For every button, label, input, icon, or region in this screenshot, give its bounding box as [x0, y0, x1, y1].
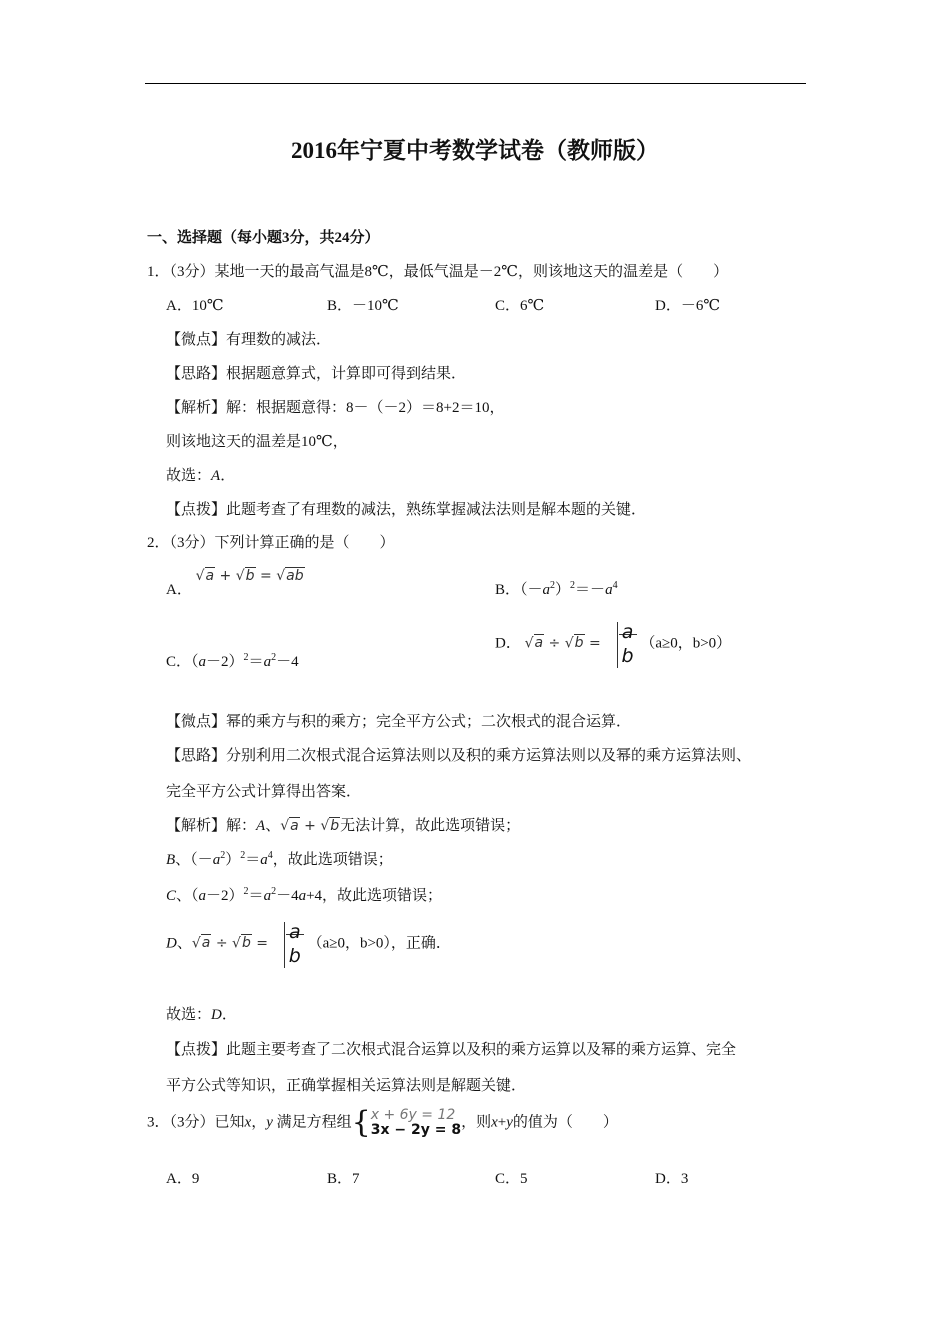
- q2-dianbo: 【点拨】此题主要考查了二次根式混合运算以及积的乘方运算以及幂的乘方运算、完全: [166, 1042, 737, 1058]
- q1-option-d: D．－6℃: [655, 298, 721, 314]
- q1-jiexi-line2: 则该地这天的温差是10℃，: [166, 434, 348, 450]
- q1-answer: 故选：A．: [166, 468, 236, 484]
- q2-jiexi-c: C、$(a-2)^2=a^2-4a+4$，故此选项错误；: [166, 886, 443, 904]
- q1-silu: 【思路】根据题意算式，计算即可得到结果．: [166, 366, 467, 382]
- q2-weidian: 【微点】幂的乘方与积的乘方；完全平方公式；二次根式的混合运算．: [166, 714, 632, 730]
- q2-silu: 【思路】分别利用二次根式混合运算法则以及积的乘方运算法则以及幂的乘方运算法则、: [166, 748, 752, 764]
- question-2-stem: 2．（3分）下列计算正确的是（ ）: [147, 535, 395, 551]
- page-title: 2016年宁夏中考数学试卷（教师版）: [291, 138, 659, 163]
- q2-jiexi-d: D、√a ÷ √b = a b （a≥0，b>0），正确．: [166, 921, 451, 967]
- equation-system: x + 6y = 12 3x − 2y = 8: [370, 1107, 462, 1138]
- section-heading: 一、选择题（每小题3分，共24分）: [147, 230, 380, 246]
- q2-option-b: B．$(-a^2)^2=-a^4$: [495, 580, 618, 598]
- q1-jiexi: 【解析】解：根据题意得：8－（－2）＝8+2＝10，: [166, 400, 505, 416]
- q1-option-b: B．－10℃: [327, 298, 399, 314]
- sqrt-fraction-a-b: a b: [605, 620, 637, 668]
- q2-jiexi-b: B、$(-a^2)^2=a^4$，故此选项错误；: [166, 850, 393, 868]
- q1-option-c: C．6℃: [495, 298, 545, 314]
- q2-option-a: A． √a + √b = √ab: [166, 568, 304, 598]
- q3-option-c: C．5: [495, 1171, 528, 1187]
- q2-silu-line2: 完全平方公式计算得出答案．: [166, 784, 362, 800]
- question-3-stem: 3．（3分）已知x，y 满足方程组{x + 6y = 12 3x − 2y = 8，则x+y的值为（ ）: [147, 1105, 618, 1140]
- q2-option-d-formula: √a ÷ √b =: [524, 635, 601, 652]
- q1-option-a: A．10℃: [166, 298, 224, 314]
- q3-option-a: A．9: [166, 1171, 200, 1187]
- q3-option-b: B．7: [327, 1171, 360, 1187]
- q1-dianbo: 【点拨】此题考查了有理数的减法，熟练掌握减法法则是解本题的关键．: [166, 502, 647, 518]
- q2-option-d: D． √a ÷ √b = a b （a≥0，b>0）: [495, 621, 732, 667]
- q1-weidian: 【微点】有理数的减法．: [166, 332, 332, 348]
- q2-option-a-formula: √a + √b = √ab: [195, 568, 304, 584]
- q2-option-c: C．$(a-2)^2=a^2-4$: [166, 652, 299, 670]
- q2-answer: 故选：D．: [166, 1007, 237, 1023]
- header-rule: [145, 83, 806, 84]
- q2-dianbo-line2: 平方公式等知识，正确掌握相关运算法则是解题关键．: [166, 1078, 527, 1094]
- q2-jiexi: 【解析】解：A、√a + √b无法计算，故此选项错误；: [166, 818, 521, 834]
- question-1-stem: 1．（3分）某地一天的最高气温是8℃，最低气温是－2℃，则该地这天的温差是（ ）: [147, 264, 729, 280]
- q3-option-d: D．3: [655, 1171, 689, 1187]
